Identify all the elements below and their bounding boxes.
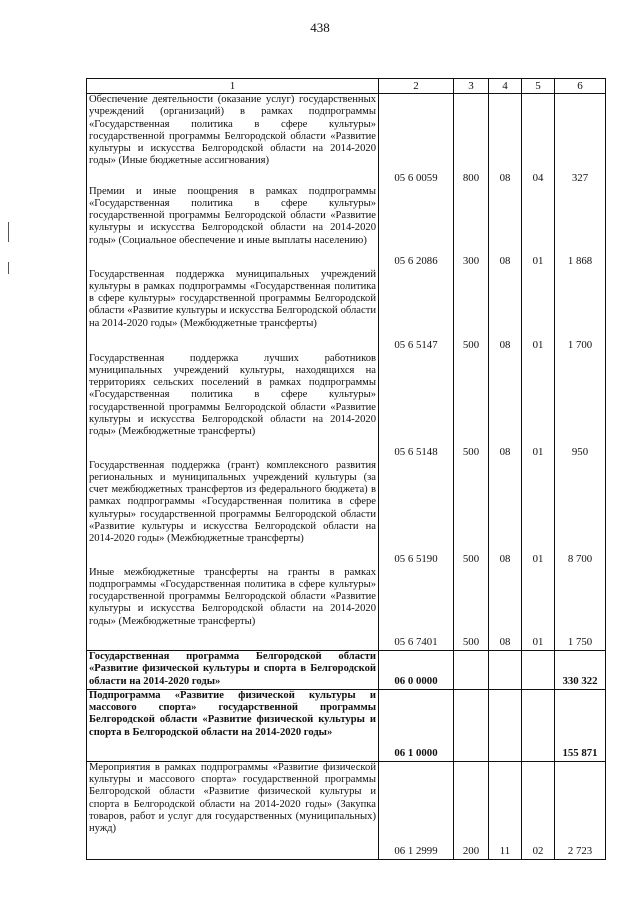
header-cell: 5 <box>522 79 555 94</box>
row-type: 500 <box>454 460 489 567</box>
row-amount: 1 750 <box>555 567 606 651</box>
row-section: 08 <box>489 186 522 269</box>
row-section <box>489 689 522 761</box>
row-amount: 2 723 <box>555 761 606 859</box>
row-description: Обеспечение деятельности (оказание услуг) государственных учреждений (организаций) в рамках подпрограммы «Государственная политика в сфере культуры» государственной программы Белгородской области «Развитие культуры и искусства Белгородской области на 2014-2020 годы» (Иные бюджетные ассигнования) <box>87 94 379 186</box>
row-type: 200 <box>454 761 489 859</box>
table-row <box>87 186 606 269</box>
row-type: 800 <box>454 94 489 186</box>
row-subsection <box>522 651 555 690</box>
row-type: 500 <box>454 567 489 651</box>
margin-mark <box>8 222 9 242</box>
row-code: 06 1 0000 <box>379 689 454 761</box>
header-cell: 1 <box>87 79 379 94</box>
row-section <box>489 651 522 690</box>
header-cell: 6 <box>555 79 606 94</box>
row-amount: 1 868 <box>555 186 606 269</box>
row-description: Мероприятия в рамках подпрограммы «Развитие физической культуры и массового спорта» государственной программы Белгородской области «Развитие физической культуры и спорта в Белгородской области на 2014-2020 годы» (Закупка товаров, работ и услуг для государственных (муниципальных) нужд) <box>87 761 379 859</box>
row-section: 11 <box>489 761 522 859</box>
row-subsection <box>522 689 555 761</box>
row-subsection: 01 <box>522 567 555 651</box>
row-description: Государственная поддержка (грант) комплексного развития региональных и муниципальных учреждений культуры (за счет межбюджетных трансфертов из федерального бюджета) в рамках подпрограммы «Государственная политика в сфере культуры» государственной программы Белгородской области «Развитие культуры и искусства Белгородской области на 2014-2020 годы» (Межбюджетные трансферты) <box>87 460 379 567</box>
row-description: Государственная поддержка муниципальных учреждений культуры в рамках подпрограммы «Государственная политика в сфере культуры» государственной программы Белгородской области «Развитие культуры и искусства Белгородской области на 2014-2020 годы» (Межбюджетные трансферты) <box>87 269 379 353</box>
budget-table <box>86 78 606 860</box>
row-description: Государственная поддержка лучших работников муниципальных учреждений культуры, находящихся на территориях сельских поселений в рамках подпрограммы «Государственная политика в сфере культуры» государственной программы Белгородской области «Развитие культуры и искусства Белгородской области на 2014-2020 годы» (Межбюджетные трансферты) <box>87 353 379 460</box>
row-subsection: 04 <box>522 94 555 186</box>
row-section: 08 <box>489 353 522 460</box>
row-description: Премии и иные поощрения в рамках подпрограммы «Государственная политика в сфере культуры» государственной программы Белгородской области «Развитие культуры и искусства Белгородской области на 2014-2020 годы» (Социальное обеспечение и иные выплаты населению) <box>87 186 379 269</box>
row-description: Государственная программа Белгородской области «Развитие физической культуры и спорта в Белгородской области на 2014-2020 годы» <box>87 651 379 690</box>
margin-mark <box>8 262 9 274</box>
row-description: Иные межбюджетные трансферты на гранты в рамках подпрограммы «Государственная политика в сфере культуры» государственной программы Белгородской области «Развитие культуры и искусства Белгородской области на 2014-2020 годы» (Межбюджетные трансферты) <box>87 567 379 651</box>
row-subsection: 01 <box>522 186 555 269</box>
row-code: 05 6 2086 <box>379 186 454 269</box>
row-section: 08 <box>489 460 522 567</box>
page-number: 438 <box>310 20 330 35</box>
table-row <box>87 94 606 186</box>
row-code: 05 6 0059 <box>379 94 454 186</box>
table-row <box>87 567 606 651</box>
row-section: 08 <box>489 567 522 651</box>
row-description: Подпрограмма «Развитие физической культуры и массового спорта» государственной программы Белгородской области «Развитие физической культуры и спорта в Белгородской области на 2014-2020 годы» <box>87 689 379 761</box>
row-type: 500 <box>454 353 489 460</box>
row-amount: 8 700 <box>555 460 606 567</box>
header-cell: 4 <box>489 79 522 94</box>
row-subsection: 01 <box>522 460 555 567</box>
row-code: 06 0 0000 <box>379 651 454 690</box>
row-code: 06 1 2999 <box>379 761 454 859</box>
table-header-row <box>87 79 606 94</box>
row-subsection: 02 <box>522 761 555 859</box>
row-code: 05 6 7401 <box>379 567 454 651</box>
header-cell: 2 <box>379 79 454 94</box>
table-row <box>87 460 606 567</box>
row-subsection: 01 <box>522 269 555 353</box>
table-row <box>87 651 606 690</box>
row-type <box>454 689 489 761</box>
table-row <box>87 269 606 353</box>
row-amount: 327 <box>555 94 606 186</box>
row-type: 500 <box>454 269 489 353</box>
row-type: 300 <box>454 186 489 269</box>
table-row <box>87 353 606 460</box>
row-code: 05 6 5147 <box>379 269 454 353</box>
row-amount: 1 700 <box>555 269 606 353</box>
row-section: 08 <box>489 94 522 186</box>
row-code: 05 6 5190 <box>379 460 454 567</box>
row-amount: 950 <box>555 353 606 460</box>
table-row <box>87 761 606 859</box>
row-code: 05 6 5148 <box>379 353 454 460</box>
header-cell: 3 <box>454 79 489 94</box>
row-type <box>454 651 489 690</box>
row-amount: 155 871 <box>555 689 606 761</box>
table-row <box>87 689 606 761</box>
row-section: 08 <box>489 269 522 353</box>
row-subsection: 01 <box>522 353 555 460</box>
row-amount: 330 322 <box>555 651 606 690</box>
